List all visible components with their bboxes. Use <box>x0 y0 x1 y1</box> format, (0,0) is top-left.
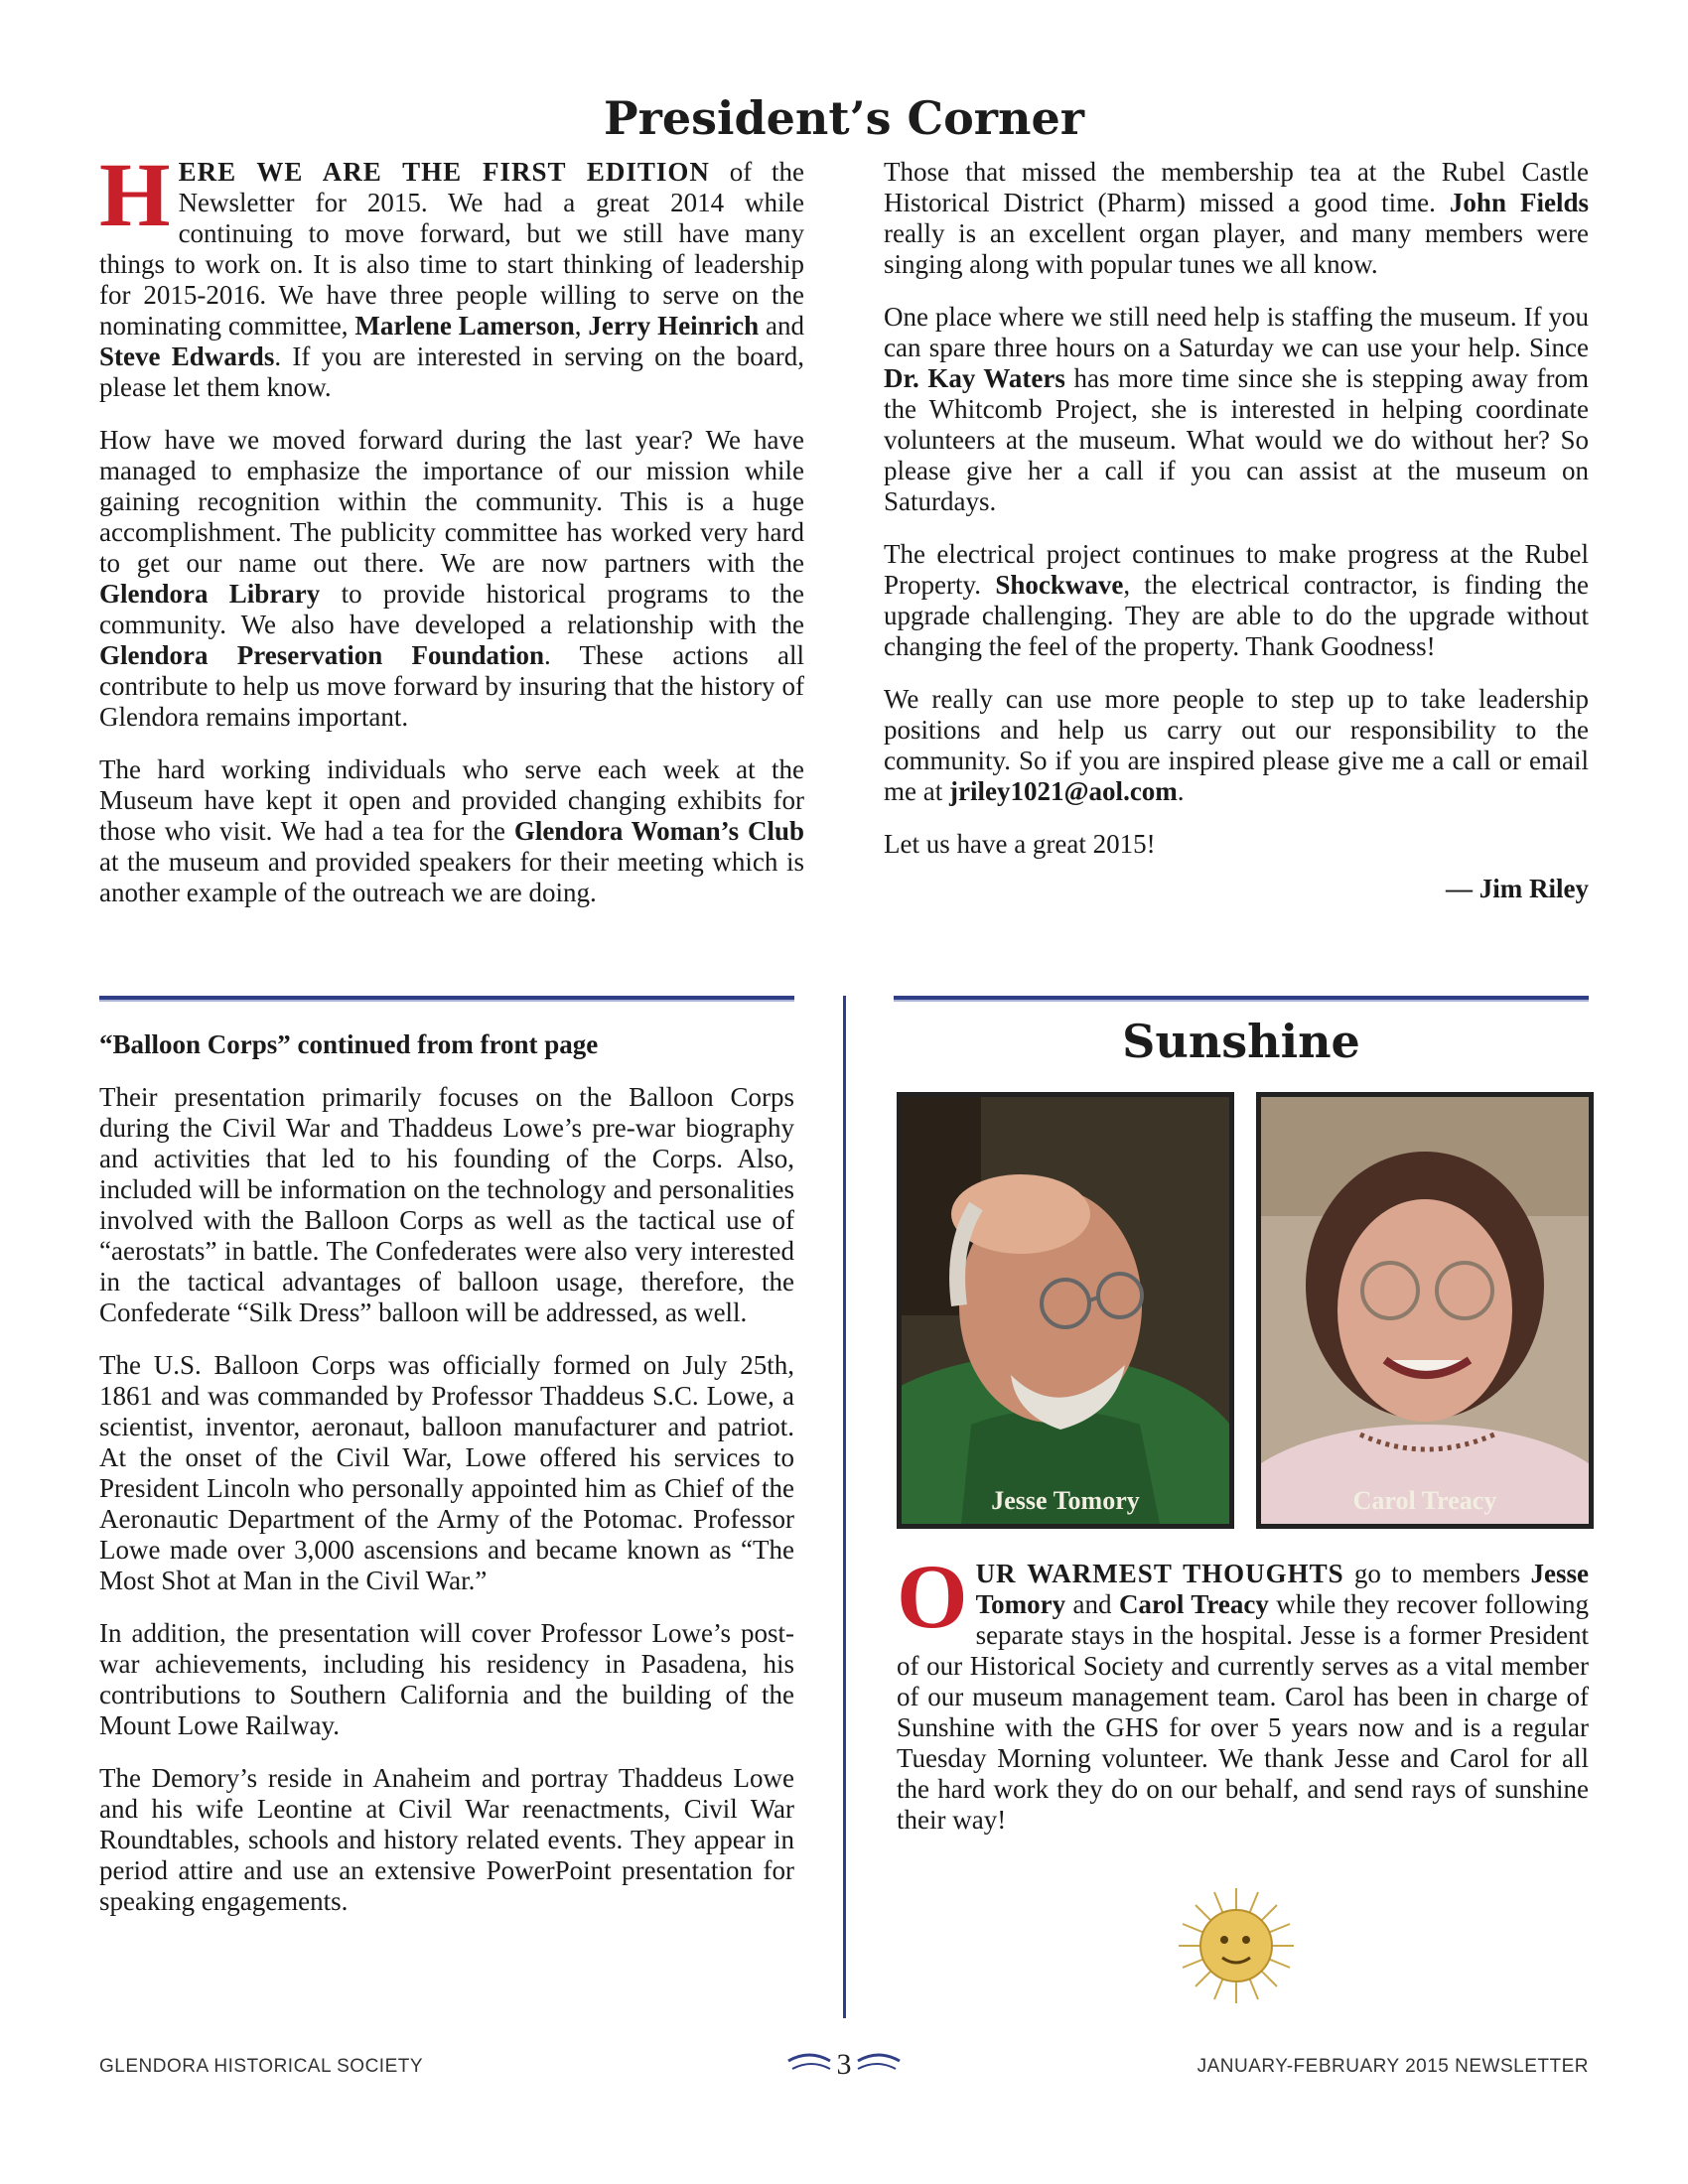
pc-text: One place where we still need help is staffing the museum. If you can spare three hours on a Saturday we can use your help. Since <box>884 302 1589 362</box>
name-jesse: Jesse Tomory <box>975 1559 1589 1619</box>
glendora-library: Glendora Library <box>99 579 321 609</box>
pc-paragraph-4 <box>884 157 1589 280</box>
name-carol: Carol Treacy <box>1118 1589 1269 1619</box>
sunshine-lead-caps: UR WARMEST THOUGHTS <box>975 1559 1344 1588</box>
footer-left: GLENDORA HISTORICAL SOCIETY <box>99 2056 424 2077</box>
pc-text: We really can use more people to step up to take leadership positions and help us carry out our responsibility to the community. So if you are inspired please give me a call or email me at <box>884 684 1589 806</box>
left-section-rule <box>99 996 794 1002</box>
photo-caption-jesse: Jesse Tomory <box>991 1486 1140 1515</box>
name-steve: Steve Edwards <box>99 341 275 371</box>
name-marlene: Marlene Lamerson <box>354 311 575 341</box>
pc-text: Those that missed the membership tea at the Rubel Castle Historical District (Pharm) missed a good time. <box>884 157 1589 217</box>
pc-text: really is an excellent organ player, and many members were singing along with popular tunes we all know. <box>884 218 1589 279</box>
dropcap-o: O <box>897 1546 968 1647</box>
presidents-corner-title: President’s Corner <box>604 91 1084 145</box>
kay-waters: Dr. Kay Waters <box>884 363 1065 393</box>
pc-text: to provide historical programs to the community. We also have developed a relationship with the <box>99 579 804 639</box>
signature: — Jim Riley <box>1446 874 1589 903</box>
portrait-woman-image <box>1261 1097 1589 1524</box>
balloon-heading: “Balloon Corps” continued from front page <box>99 1029 599 1059</box>
pc-text: has more time since she is stepping away from the Whitcomb Project, she is interested in helping coordinate volunteers at the museum. What would we do without her? So please give her a call if you can assist at the museum on Saturdays. <box>884 363 1589 516</box>
email-link[interactable]: jriley1021@aol.com <box>948 776 1178 806</box>
separator: and <box>759 311 804 341</box>
womans-club: Glendora Woman’s Club <box>513 816 805 846</box>
sunshine-text-run: while they recover following separate stays in the hospital. Jesse is a former President of our Historical Society and currently serves as a vital member of our museum management team. Carol has been in charge of Sunshine with the GHS for over 5 years now and is a regular Tuesday Morning volunteer. We thank Jesse and Carol for all the hard work they do on our behalf, and send rays of sunshine their way! <box>897 1589 1589 1835</box>
pc-paragraph-7 <box>884 684 1589 807</box>
pc-paragraph-6 <box>884 539 1589 662</box>
pc-text: How have we moved forward during the last year? We have managed to emphasize the importance of our mission while gaining recognition within the community. This is a huge accomplishment. The publicity committee has worked very hard to get our name out there. We are now partners with the <box>99 425 804 578</box>
pc-paragraph-8: Let us have a great 2015! <box>884 829 1156 859</box>
sunshine-text-run: go to members <box>1343 1559 1531 1588</box>
name-jerry: Jerry Heinrich <box>588 311 760 341</box>
pc-text: of the Newsletter for 2015. We had a great 2014 while continuing to move forward, but we still have many things to work on. It is also time to start thinking of leadership for 2015-2016. We have three people willing to serve on the nominating committee, <box>99 157 804 341</box>
balloon-paragraph-4: The Demory’s reside in Anaheim and portray Thaddeus Lowe and his wife Leontine at Civil War reenactments, Civil War Roundtables, schools and history related events. They appear in period attire and use an extensive PowerPoint presentation for speaking engagements. <box>99 1763 794 1916</box>
pc-text: . These actions all contribute to help us move forward by insuring that the history of Glendora remains important. <box>99 640 804 732</box>
right-section-rule <box>894 996 1589 1002</box>
sunshine-text <box>897 1546 1589 1857</box>
sunshine-paragraph <box>897 1546 1589 1836</box>
photo-jesse-tomory <box>897 1092 1234 1529</box>
john-fields: John Fields <box>1449 188 1589 217</box>
pc-text: . If you are interested in serving on the board, please let them know. <box>99 341 804 402</box>
dropcap-h: H <box>99 144 171 245</box>
shockwave: Shockwave <box>995 570 1124 600</box>
intro-lead-caps: ERE WE ARE THE FIRST EDITION <box>178 157 710 187</box>
balloon-corps-column <box>99 1029 794 1939</box>
pc-text: at the museum and provided speakers for their meeting which is another example of the outreach we are doing. <box>99 847 804 907</box>
separator: , <box>574 311 589 341</box>
pc-text: . <box>1177 776 1185 806</box>
presidents-corner-left-column <box>99 144 805 930</box>
sun-face-icon <box>1177 1886 1296 2005</box>
column-divider <box>843 996 846 2018</box>
glendora-preservation: Glendora Preservation Foundation <box>99 640 545 670</box>
pc-text: The hard working individuals who serve each week at the Museum have kept it open and provided changing exhibits for those who visit. We had a tea for the <box>99 754 804 846</box>
portrait-man-image <box>902 1097 1229 1524</box>
photo-carol-treacy <box>1256 1092 1594 1529</box>
pc-paragraph-3 <box>99 754 804 908</box>
sunshine-text-run: and <box>1065 1589 1119 1619</box>
pc-paragraph-1 <box>99 144 804 403</box>
sunshine-title: Sunshine <box>1122 1015 1360 1068</box>
balloon-paragraph-1: Their presentation primarily focuses on the Balloon Corps during the Civil War and Thaddeus Lowe’s pre-war biography and activities that led to his founding of the Corps. Also, included will be information on the technology and personalities involved with the Balloon Corps as well as the tactical use of “aerostats” in battle. The Confederates were also very interested in the tactical advantages of balloon usage, therefore, the Confederate “Silk Dress” balloon will be addressed, as well. <box>99 1082 794 1327</box>
pc-paragraph-5 <box>884 302 1589 517</box>
footer-right: JANUARY-FEBRUARY 2015 NEWSLETTER <box>1196 2056 1589 2077</box>
balloon-paragraph-2: The U.S. Balloon Corps was officially formed on July 25th, 1861 and was commanded by Professor Thaddeus S.C. Lowe, a scientist, inventor, aeronaut, balloon manufacturer and patriot. At the onset of the Civil War, Lowe offered his services to President Lincoln who personally appointed him as Chief of the Aeronautic Department of the Army of the Potomac. Professor Lowe made over 3,000 ascensions and became known as “The Most Shot at Man in the Civil War.” <box>99 1350 794 1595</box>
presidents-corner-right-column <box>884 157 1589 926</box>
photo-caption-carol: Carol Treacy <box>1352 1486 1497 1515</box>
pc-text: The electrical project continues to make progress at the Rubel Property. <box>884 539 1589 600</box>
page-number: 3 <box>836 2048 852 2081</box>
pc-text: , the electrical contractor, is finding the upgrade challenging. They are able to do the upgrade without changing the feel of the property. Thank Goodness! <box>884 570 1590 661</box>
pc-paragraph-2 <box>99 425 804 733</box>
page-number-ornament <box>784 2047 904 2083</box>
balloon-paragraph-3: In addition, the presentation will cover Professor Lowe’s post-war achievements, including his residency in Pasadena, his contributions to Southern California and the building of the Mount Lowe Railway. <box>99 1618 794 1740</box>
